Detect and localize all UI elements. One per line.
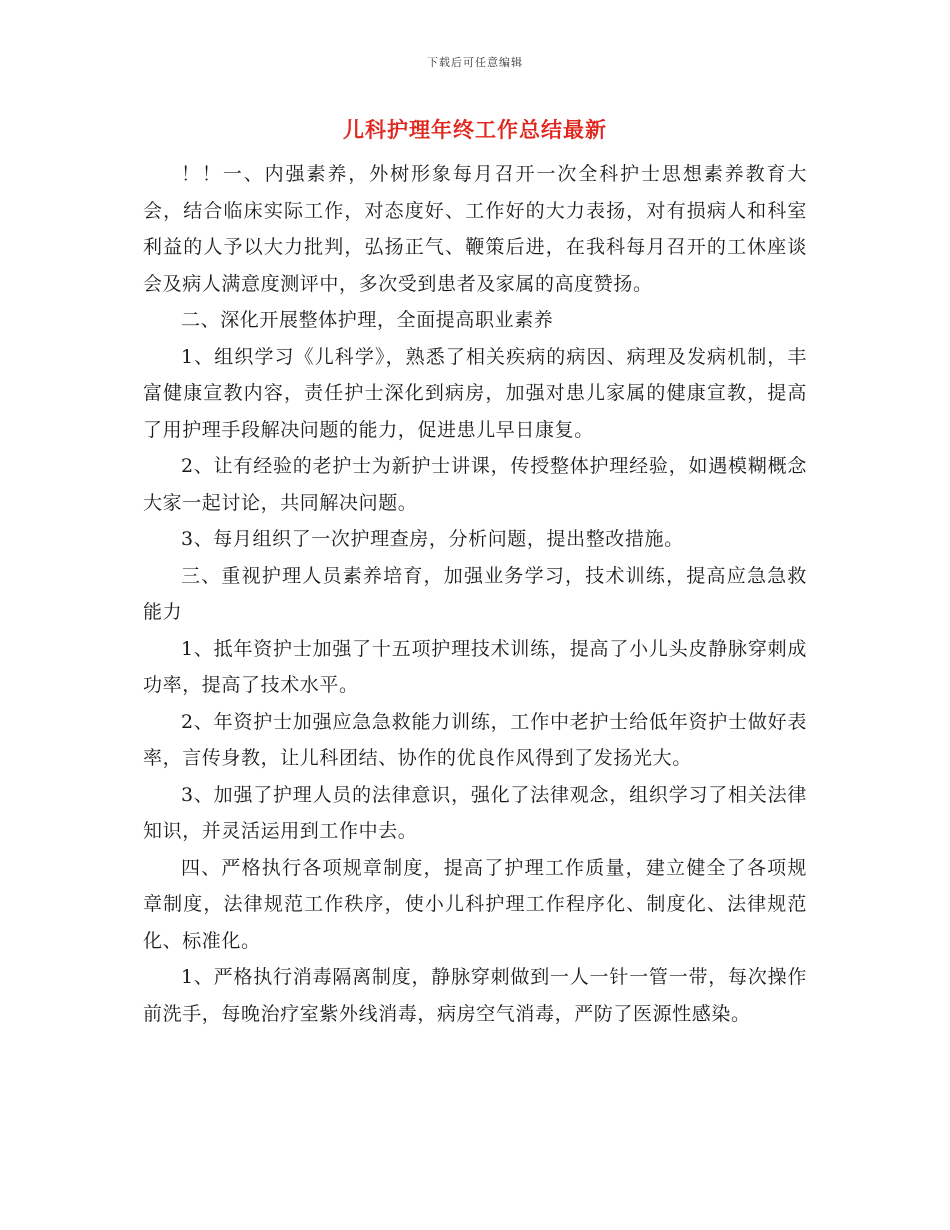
paragraph-9: 3、加强了护理人员的法律意识，强化了法律观念，组织学习了相关法律知识，并灵活运用到工作中去。 [143,783,807,842]
document-body [143,156,807,1032]
paragraph-10: 四、严格执行各项规章制度，提高了护理工作质量，建立健全了各项规章制度，法律规范工作秩序，使小儿科护理工作程序化、制度化、法律规范化、标准化。 [143,856,807,952]
paragraph-1: ！！一、内强素养，外树形象每月召开一次全科护士思想素养教育大会，结合临床实际工作，对态度好、工作好的大力表扬，对有损病人和科室利益的人予以大力批判，弘扬正气、鞭策后进，在我科每月召开的工休座谈会及病人满意度测评中，多次受到患者及家属的高度赞扬。 [143,163,807,295]
header-note: 下载后可任意编辑 [427,56,523,69]
paragraph-7: 1、抵年资护士加强了十五项护理技术训练，提高了小儿头皮静脉穿刺成功率，提高了技术水平。 [143,637,807,696]
paragraph-5: 3、每月组织了一次护理查房，分析问题，提出整改措施。 [181,528,684,550]
paragraph-2: 二、深化开展整体护理，全面提高职业素养 [181,309,554,331]
paragraph-6: 三、重视护理人员素养培育，加强业务学习，技术训练，提高应急急救能力 [143,564,807,623]
paragraph-3: 1、组织学习《儿科学》，熟悉了相关疾病的病因、病理及发病机制，丰富健康宣教内容，责任护士深化到病房，加强对患儿家属的健康宣教，提高了用护理手段解决问题的能力，促进患儿早日康复。 [143,345,807,441]
paragraph-11: 1、严格执行消毒隔离制度，静脉穿刺做到一人一针一管一带，每次操作前洗手，每晚治疗室紫外线消毒，病房空气消毒，严防了医源性感染。 [143,966,807,1025]
paragraph-4: 2、让有经验的老护士为新护士讲课，传授整体护理经验，如遇模糊概念大家一起讨论，共同解决问题。 [143,455,807,514]
document-title: 儿科护理年终工作总结最新 [343,118,607,142]
paragraph-8: 2、年资护士加强应急急救能力训练，工作中老护士给低年资护士做好表率，言传身教，让儿科团结、协作的优良作风得到了发扬光大。 [143,710,807,769]
